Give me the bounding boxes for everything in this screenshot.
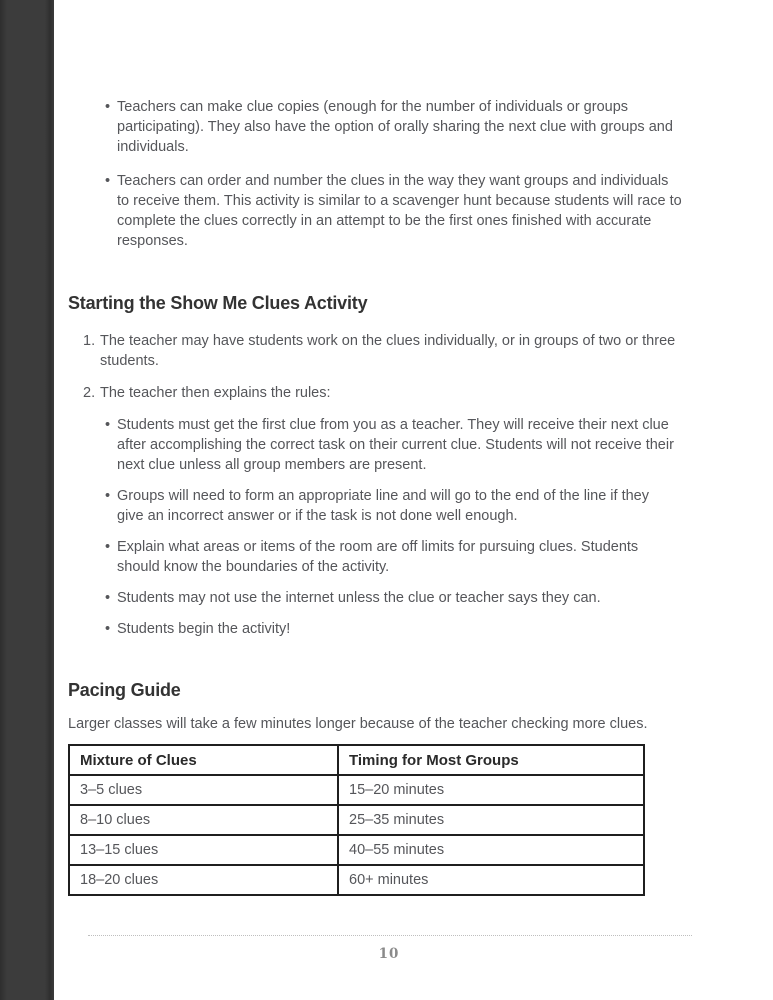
rule-text: Students begin the activity! [117,621,291,637]
table-header-row [69,745,644,775]
table-row [69,775,644,805]
bullet-marker: • [105,488,111,504]
table-cell-clues: 18–20 clues [69,865,338,895]
step-number: 2. [83,385,96,401]
bullet-text: Teachers can order and number the clues in the way they want groups and individuals to receive them. This activity is similar to a scavenger hunt because students will race to complete the clues correctly in an attempt to be the first ones finished with accurate responses. [117,173,682,249]
rule-text: Explain what areas or items of the room are off limits for pursuing clues. Students should know the boundaries of the activity. [117,539,639,575]
step-text: The teacher then explains the rules: [100,385,331,401]
table-cell-minutes: 40–55 minutes [338,835,644,865]
rule-item [68,415,710,475]
bullet-marker: • [105,590,111,606]
bullet-marker: • [105,539,111,555]
rules-list [68,415,710,639]
rule-text: Students must get the first clue from you as a teacher. They will receive their next clue after accomplishing the correct task on their current clue. Students will not receive their next clue unless all group members are present. [117,417,674,473]
bullet-marker: • [105,621,111,637]
table-cell-clues: 8–10 clues [69,805,338,835]
table-cell-minutes: 25–35 minutes [338,805,644,835]
rule-text: Students may not use the internet unless the clue or teacher says they can. [117,590,601,606]
bullet-marker: • [105,99,111,115]
table-cell-minutes: 15–20 minutes [338,775,644,805]
table-cell-clues: 3–5 clues [69,775,338,805]
bullet-marker: • [105,417,111,433]
table-cell-minutes: 60+ minutes [338,865,644,895]
bullet-marker: • [105,173,111,189]
rule-item [68,588,710,608]
rule-item [68,537,710,577]
table-cell-clues: 13–15 clues [69,835,338,865]
table-row [69,805,644,835]
page-number: 10 [378,946,400,962]
step-item [68,383,710,403]
footer-divider [88,935,692,936]
table-header-timing: Timing for Most Groups [338,745,644,775]
steps-list [68,331,710,403]
table-header-mixture: Mixture of Clues [69,745,338,775]
pacing-intro-text: Larger classes will take a few minutes longer because of the teacher checking more clues. [68,716,648,732]
bullet-item [68,97,710,157]
intro-bullet-list [68,97,710,251]
table-row [69,835,644,865]
rule-item [68,486,710,526]
step-item [68,331,710,371]
section-heading-starting-activity: Starting the Show Me Clues Activity [68,293,368,313]
step-text: The teacher may have students work on the clues individually, or in groups of two or three students. [100,333,676,369]
table-row [69,865,644,895]
step-number: 1. [83,333,96,349]
rule-item [68,619,710,639]
page-content [68,97,710,962]
pacing-table [68,744,645,896]
rule-text: Groups will need to form an appropriate line and will go to the end of the line if they give an incorrect answer or if the task is not done well enough. [117,488,649,524]
bullet-text: Teachers can make clue copies (enough for the number of individuals or groups participating). They also have the option of orally sharing the next clue with groups and individuals. [117,99,673,155]
book-spine [0,0,54,1000]
bullet-item [68,171,710,251]
section-heading-pacing-guide: Pacing Guide [68,680,181,700]
